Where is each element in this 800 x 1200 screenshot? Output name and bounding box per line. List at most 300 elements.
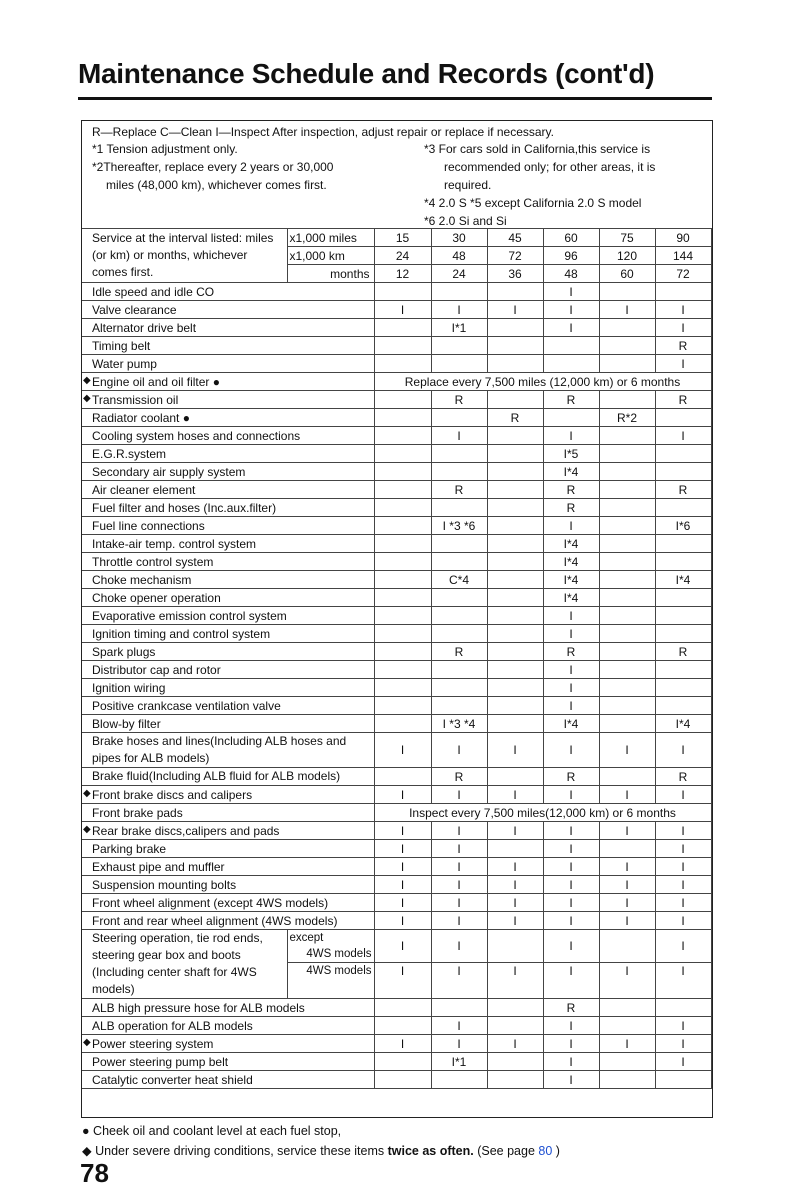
service-mark: I xyxy=(655,319,711,337)
footnote-1: *1 Tension adjustment only. xyxy=(92,142,238,156)
service-mark xyxy=(655,1071,711,1089)
table-row xyxy=(82,1071,711,1089)
item-label: Idle speed and idle CO xyxy=(92,284,215,299)
page-80-link[interactable]: 80 xyxy=(538,1144,553,1158)
footnote-6: *6 2.0 Si and Si xyxy=(424,214,507,228)
legend-key: R—Replace C—Clean I—Inspect After inspection, adjust repair or replace if necessary. xyxy=(92,125,554,139)
service-mark xyxy=(374,535,431,553)
service-mark xyxy=(543,409,599,427)
item-front-brake-pads xyxy=(82,804,374,822)
service-mark: I xyxy=(655,1017,711,1035)
service-mark: I xyxy=(543,963,599,999)
item-label: Secondary air supply system xyxy=(92,464,246,479)
service-mark: I xyxy=(374,1035,431,1053)
service-mark: I xyxy=(543,517,599,535)
service-mark: I xyxy=(599,963,655,999)
service-mark: I xyxy=(543,822,599,840)
item-label: Suspension mounting bolts xyxy=(92,877,237,892)
service-mark: R xyxy=(431,643,487,661)
item-label: Front brake discs and calipers xyxy=(92,787,253,802)
schedule-box xyxy=(81,120,713,1118)
service-mark xyxy=(599,463,655,481)
subitem-4ws-label: 4WS models xyxy=(306,948,372,961)
service-mark xyxy=(374,661,431,679)
service-mark xyxy=(599,607,655,625)
service-mark xyxy=(487,463,543,481)
service-mark: R xyxy=(543,999,599,1017)
item-label: Catalytic converter heat shield xyxy=(92,1072,253,1087)
service-mark: I xyxy=(599,1035,655,1053)
miles-30: 30 xyxy=(431,229,487,247)
table-row xyxy=(82,858,711,876)
miles-15: 15 xyxy=(374,229,431,247)
service-mark xyxy=(487,553,543,571)
table-row xyxy=(82,535,711,553)
service-mark xyxy=(431,283,487,301)
service-mark xyxy=(487,571,543,589)
service-mark xyxy=(487,337,543,355)
service-mark: I xyxy=(487,963,543,999)
service-mark: I*4 xyxy=(543,535,599,553)
service-mark: I xyxy=(431,858,487,876)
service-mark xyxy=(431,679,487,697)
service-mark xyxy=(599,1017,655,1035)
service-mark xyxy=(599,553,655,571)
service-mark xyxy=(431,697,487,715)
service-mark xyxy=(487,643,543,661)
service-mark: I xyxy=(543,283,599,301)
service-mark: I xyxy=(655,1053,711,1071)
service-mark xyxy=(374,355,431,373)
service-mark xyxy=(655,697,711,715)
service-mark: R xyxy=(431,391,487,409)
item-label: Distributor cap and rotor xyxy=(92,662,221,677)
service-mark xyxy=(599,840,655,858)
header-row-miles xyxy=(82,229,711,247)
service-mark xyxy=(374,589,431,607)
months-36: 36 xyxy=(487,265,543,283)
service-mark: I xyxy=(599,894,655,912)
item-exhaust-pipe-and-muffler xyxy=(82,858,374,876)
service-mark xyxy=(431,553,487,571)
service-mark: I xyxy=(655,858,711,876)
item-steering-operation: Steering operation, tie rod ends, steering gear box and boots (Including center shaft for 4WS models) xyxy=(82,930,287,999)
service-mark xyxy=(599,571,655,589)
service-mark: I *3 *4 xyxy=(431,715,487,733)
service-mark: I xyxy=(487,876,543,894)
service-mark xyxy=(374,283,431,301)
table-row xyxy=(82,355,711,373)
service-mark: I xyxy=(487,858,543,876)
service-mark xyxy=(487,625,543,643)
km-48: 48 xyxy=(431,247,487,265)
diamond-bullet-icon: ◆ xyxy=(83,1037,91,1048)
service-mark xyxy=(374,1071,431,1089)
service-mark: I xyxy=(599,301,655,319)
item-label: Cooling system hoses and connections xyxy=(92,428,301,443)
service-mark xyxy=(599,625,655,643)
service-mark xyxy=(599,517,655,535)
service-mark xyxy=(487,355,543,373)
service-mark xyxy=(431,409,487,427)
service-mark xyxy=(655,553,711,571)
item-label: Exhaust pipe and muffler xyxy=(92,859,225,874)
service-mark: I xyxy=(431,930,487,963)
diamond-bullet-icon: ◆ xyxy=(83,375,91,386)
service-mark xyxy=(655,661,711,679)
table-row xyxy=(82,391,711,409)
service-mark xyxy=(655,589,711,607)
title-rule xyxy=(78,97,712,100)
service-mark xyxy=(374,1017,431,1035)
service-mark: I xyxy=(431,963,487,999)
service-mark xyxy=(655,679,711,697)
service-mark xyxy=(431,589,487,607)
service-mark: I xyxy=(431,1035,487,1053)
service-mark: I xyxy=(599,912,655,930)
service-mark xyxy=(655,607,711,625)
service-mark: I xyxy=(374,840,431,858)
service-mark xyxy=(374,715,431,733)
service-mark: I*4 xyxy=(543,553,599,571)
table-row xyxy=(82,840,711,858)
service-mark: R xyxy=(655,481,711,499)
service-mark: R xyxy=(655,768,711,786)
service-mark xyxy=(655,499,711,517)
service-mark: C*4 xyxy=(431,571,487,589)
item-label: Ignition wiring xyxy=(92,680,166,695)
service-mark xyxy=(487,1071,543,1089)
service-mark xyxy=(599,999,655,1017)
item-label: Timing belt xyxy=(92,338,151,353)
service-mark: R xyxy=(431,768,487,786)
service-mark: I xyxy=(543,661,599,679)
service-mark xyxy=(599,661,655,679)
service-mark xyxy=(487,517,543,535)
item-label: Throttle control system xyxy=(92,554,214,569)
service-mark: I xyxy=(543,930,599,963)
service-mark xyxy=(599,715,655,733)
table-row xyxy=(82,768,711,786)
service-mark: I xyxy=(431,894,487,912)
months-24: 24 xyxy=(431,265,487,283)
service-mark: I*5 xyxy=(543,445,599,463)
service-mark xyxy=(599,589,655,607)
service-mark xyxy=(374,1053,431,1071)
table-row xyxy=(82,445,711,463)
service-mark: I xyxy=(374,301,431,319)
note-severe-emphasis: twice as often. xyxy=(387,1144,474,1158)
item-valve-clearance xyxy=(82,301,374,319)
table-row xyxy=(82,715,711,733)
item-label: Parking brake xyxy=(92,841,167,856)
note-severe xyxy=(82,1141,560,1161)
service-mark: I xyxy=(655,930,711,963)
subitem-4ws: 4WS models xyxy=(287,963,374,999)
table-row xyxy=(82,283,711,301)
service-mark: I*4 xyxy=(543,571,599,589)
table-row xyxy=(82,589,711,607)
item-label: Water pump xyxy=(92,356,157,371)
service-mark xyxy=(599,427,655,445)
service-mark: I*6 xyxy=(655,517,711,535)
item-ignition-timing-and-control-system xyxy=(82,625,374,643)
service-mark: I xyxy=(543,876,599,894)
service-mark: I xyxy=(599,786,655,804)
note-oil-check-text: Cheek oil and coolant level at each fuel stop, xyxy=(93,1124,342,1138)
service-mark xyxy=(431,355,487,373)
service-mark: I xyxy=(374,930,431,963)
service-mark xyxy=(487,999,543,1017)
service-mark xyxy=(374,319,431,337)
service-mark xyxy=(487,499,543,517)
service-mark: I xyxy=(543,894,599,912)
service-mark xyxy=(487,607,543,625)
service-mark xyxy=(599,319,655,337)
service-mark xyxy=(487,589,543,607)
service-mark xyxy=(655,535,711,553)
subitem-except-4ws xyxy=(287,930,374,963)
circle-bullet-icon: ● xyxy=(82,1124,90,1138)
table-row xyxy=(82,337,711,355)
item-idle-speed-and-idle-co xyxy=(82,283,374,301)
service-mark xyxy=(599,337,655,355)
service-mark: I xyxy=(543,786,599,804)
service-mark: I xyxy=(487,894,543,912)
service-mark: I xyxy=(374,894,431,912)
km-96: 96 xyxy=(543,247,599,265)
table-row xyxy=(82,373,711,391)
footnote-3-cont: recommended only; for other areas, it is xyxy=(444,160,656,174)
table-row xyxy=(82,409,711,427)
service-mark: I*4 xyxy=(543,715,599,733)
service-mark: I xyxy=(655,301,711,319)
diamond-bullet-icon: ◆ xyxy=(82,1144,92,1158)
service-mark: I xyxy=(374,822,431,840)
months-60: 60 xyxy=(599,265,655,283)
miles-45: 45 xyxy=(487,229,543,247)
item-blow-by-filter xyxy=(82,715,374,733)
service-mark xyxy=(374,409,431,427)
interval-label: Service at the interval listed: miles (or km) or months, whichever comes first. xyxy=(82,229,287,283)
item-choke-mechanism xyxy=(82,571,374,589)
service-mark xyxy=(599,643,655,661)
interval-note: Inspect every 7,500 miles(12,000 km) or 6 months xyxy=(374,804,711,822)
service-mark: I xyxy=(374,876,431,894)
service-mark xyxy=(374,391,431,409)
months-48: 48 xyxy=(543,265,599,283)
service-mark xyxy=(374,999,431,1017)
service-mark xyxy=(487,1053,543,1071)
interval-note: Replace every 7,500 miles (12,000 km) or 6 months xyxy=(374,373,711,391)
service-mark: R*2 xyxy=(599,409,655,427)
note-severe-text: Under severe driving conditions, service these items xyxy=(95,1144,388,1158)
item-label: Positive crankcase ventilation valve xyxy=(92,698,281,713)
item-power-steering-system xyxy=(82,1035,374,1053)
item-label: Alternator drive belt xyxy=(92,320,197,335)
item-choke-opener-operation xyxy=(82,589,374,607)
service-mark: I*4 xyxy=(543,463,599,481)
item-label: Fuel filter and hoses (Inc.aux.filter) xyxy=(92,500,277,515)
km-72: 72 xyxy=(487,247,543,265)
item-label: Power steering system xyxy=(92,1036,214,1051)
item-throttle-control-system xyxy=(82,553,374,571)
service-mark: I xyxy=(655,733,711,768)
item-timing-belt xyxy=(82,337,374,355)
service-mark: I xyxy=(543,319,599,337)
service-mark: I xyxy=(655,840,711,858)
service-mark: I xyxy=(487,786,543,804)
diamond-bullet-icon: ◆ xyxy=(83,788,91,799)
item-label: Spark plugs xyxy=(92,644,156,659)
km-120: 120 xyxy=(599,247,655,265)
table-row xyxy=(82,607,711,625)
service-mark: I xyxy=(487,912,543,930)
page-number: 78 xyxy=(80,1158,109,1188)
diamond-bullet-icon: ◆ xyxy=(83,824,91,835)
service-mark xyxy=(599,445,655,463)
service-mark: I *3 *6 xyxy=(431,517,487,535)
note-close: ) xyxy=(552,1144,560,1158)
table-row xyxy=(82,876,711,894)
item-e-g-r-system xyxy=(82,445,374,463)
item-label: Choke mechanism xyxy=(92,572,192,587)
table-row xyxy=(82,301,711,319)
service-mark: I xyxy=(374,858,431,876)
service-mark: I xyxy=(431,733,487,768)
service-mark: I xyxy=(374,912,431,930)
item-brake-hoses-and-lines-including-alb-hose xyxy=(82,733,374,768)
item-label: Brake fluid(Including ALB fluid for ALB models) xyxy=(92,769,341,783)
service-mark xyxy=(487,481,543,499)
item-transmission-oil xyxy=(82,391,374,409)
service-mark xyxy=(487,283,543,301)
service-mark xyxy=(487,930,543,963)
table-row xyxy=(82,643,711,661)
service-mark: R xyxy=(543,499,599,517)
service-mark: I xyxy=(431,1017,487,1035)
service-mark: I xyxy=(543,301,599,319)
service-mark: I xyxy=(655,786,711,804)
item-label: Intake-air temp. control system xyxy=(92,536,257,551)
service-mark xyxy=(655,999,711,1017)
item-fuel-filter-and-hoses-inc-aux-filter xyxy=(82,499,374,517)
item-distributor-cap-and-rotor xyxy=(82,661,374,679)
service-mark: R xyxy=(431,481,487,499)
note-see-page: (See page xyxy=(473,1144,539,1158)
service-mark xyxy=(655,463,711,481)
service-mark xyxy=(487,715,543,733)
item-label: Evaporative emission control system xyxy=(92,608,287,623)
service-mark xyxy=(599,481,655,499)
service-mark xyxy=(543,337,599,355)
service-mark xyxy=(431,1071,487,1089)
service-mark: I xyxy=(543,1017,599,1035)
table-row xyxy=(82,481,711,499)
service-mark: I xyxy=(599,822,655,840)
service-mark xyxy=(487,679,543,697)
service-mark xyxy=(431,625,487,643)
service-mark xyxy=(374,697,431,715)
table-row xyxy=(82,733,711,768)
table-row xyxy=(82,822,711,840)
service-mark xyxy=(374,553,431,571)
item-label: Brake hoses and lines(Including ALB hoses and pipes for ALB models) xyxy=(92,734,347,765)
service-mark xyxy=(599,391,655,409)
service-mark: I xyxy=(655,894,711,912)
table-row xyxy=(82,463,711,481)
service-mark: I xyxy=(599,876,655,894)
page-title: Maintenance Schedule and Records (cont'd) xyxy=(78,58,655,89)
item-alb-high-pressure-hose-for-alb-models xyxy=(82,999,374,1017)
months-72: 72 xyxy=(655,265,711,283)
service-mark xyxy=(487,535,543,553)
table-row xyxy=(82,679,711,697)
service-mark xyxy=(431,607,487,625)
service-mark: I*4 xyxy=(655,715,711,733)
item-radiator-coolant xyxy=(82,409,374,427)
item-alternator-drive-belt xyxy=(82,319,374,337)
service-mark xyxy=(599,1071,655,1089)
table-row xyxy=(82,517,711,535)
unit-miles: x1,000 miles xyxy=(287,229,374,247)
service-mark: R xyxy=(543,643,599,661)
item-alb-operation-for-alb-models xyxy=(82,1017,374,1035)
service-mark: R xyxy=(543,481,599,499)
service-mark: I xyxy=(599,733,655,768)
service-mark xyxy=(374,499,431,517)
service-mark: I xyxy=(543,1053,599,1071)
item-front-brake-discs-and-calipers xyxy=(82,786,374,804)
service-mark xyxy=(374,679,431,697)
item-parking-brake xyxy=(82,840,374,858)
service-mark xyxy=(431,661,487,679)
service-mark xyxy=(431,445,487,463)
item-rear-brake-discs-calipers-and-pads xyxy=(82,822,374,840)
service-mark: I xyxy=(487,301,543,319)
service-mark: R xyxy=(655,337,711,355)
service-mark xyxy=(487,661,543,679)
item-intake-air-temp-control-system xyxy=(82,535,374,553)
item-positive-crankcase-ventilation-valve xyxy=(82,697,374,715)
table-row xyxy=(82,786,711,804)
service-mark: I xyxy=(599,858,655,876)
service-mark xyxy=(487,445,543,463)
table-row xyxy=(82,894,711,912)
item-label: ALB operation for ALB models xyxy=(92,1018,253,1033)
unit-km: x1,000 km xyxy=(287,247,374,265)
item-label: ALB high pressure hose for ALB models xyxy=(92,1000,305,1015)
service-mark: I xyxy=(487,1035,543,1053)
months-12: 12 xyxy=(374,265,431,283)
item-label: Power steering pump belt xyxy=(92,1054,229,1069)
service-mark: R xyxy=(655,643,711,661)
service-mark: I xyxy=(374,733,431,768)
service-mark: I xyxy=(655,963,711,999)
service-mark: I xyxy=(431,786,487,804)
service-mark: I xyxy=(543,625,599,643)
service-mark xyxy=(599,697,655,715)
service-mark: I*4 xyxy=(543,589,599,607)
table-row xyxy=(82,661,711,679)
diamond-bullet-icon: ◆ xyxy=(83,393,91,404)
table-row xyxy=(82,553,711,571)
footnotes xyxy=(82,1121,560,1161)
service-mark: I xyxy=(543,858,599,876)
service-mark: R xyxy=(487,409,543,427)
service-mark: I xyxy=(431,301,487,319)
km-144: 144 xyxy=(655,247,711,265)
